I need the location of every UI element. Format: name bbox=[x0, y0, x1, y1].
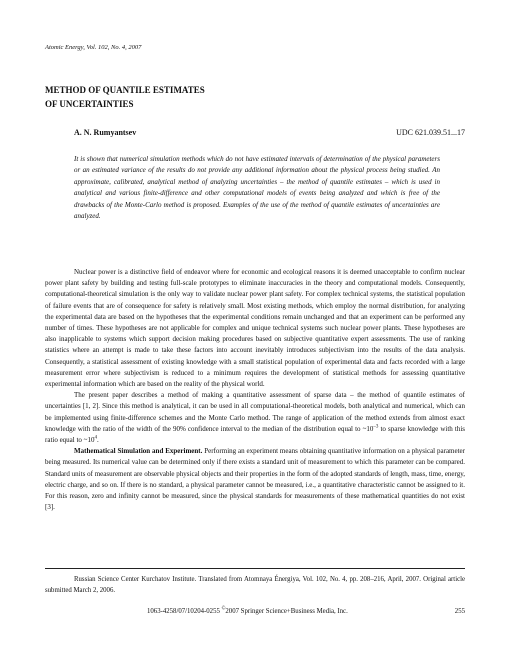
page-number: 255 bbox=[454, 608, 465, 615]
paragraph-3-text: Performing an experiment means obtaining quantitative information on a physical parameter being measured. Its numerical value can be determined only if there exists a standard unit of measurement to which this parameter can be compared. Standard units of measurement are observable physical objects and their properties in the form of the adopted standards of length, mass, time, energy, electric charge, and so on. If there is no standard, a physical parameter cannot be measured, i.e., a quantitative characteristic cannot be assigned to it. For this reason, zero and infinity cannot be measured, since the physical standards for measurements of these mathematical quantities do not exist [3]. bbox=[45, 447, 465, 512]
issn-text: 1063-4258/07/10204-0255 bbox=[147, 608, 222, 615]
abstract: It is shown that numerical simulation methods which do not have estimated intervals of determination of the physical parameters or an estimated variance of the results do not provide any additional information about the physical process being studied. An approximate, calibrated, analytical method of analyzing uncertainties – the method of quantile estimates – which is used in analytical and various finite-difference and other computational models of events being analyzed and which is free of the drawbacks of the Monte-Carlo method is proposed. Examples of the use of the method of quantile estimates of uncertainties are analyzed. bbox=[74, 155, 440, 221]
paragraph-2-text-a: The present paper describes a method of making a quantitative assessment of sparse data – the method of quantile estimates of uncertainties [1, 2]. Since this method is analytical, it can be used in all computational-theoretical models, both analytical and numerical, which can be implemented using finite-difference schemes and the Monte Carlo method. The range of application of the method extends from almost exact knowledge with the ratio of the width of the 90% confidence interval to the median of the distribution equal to ~10 bbox=[45, 391, 465, 433]
issn-copyright bbox=[147, 608, 348, 615]
paragraph-3 bbox=[45, 446, 465, 513]
copyright-symbol: © bbox=[221, 606, 226, 612]
journal-citation: Atomic Energy, Vol. 102, No. 4, 2007 bbox=[45, 44, 142, 51]
udc-code: UDC 621.039.51...17 bbox=[396, 128, 465, 137]
footnote-divider bbox=[45, 568, 465, 569]
footnote: Russian Science Center Kurchatov Institute. Translated from Atomnaya Énergiya, Vol. 102, No. 4, pp. 208–216, April, 2007. Original article submitted March 2, 2006. bbox=[45, 576, 465, 594]
body-text bbox=[45, 267, 465, 513]
paragraph-2-text-b: to sparse knowledge with this ratio equal to ~10 bbox=[45, 424, 465, 445]
copyright-text: 2007 Springer Science+Business Media, Inc. bbox=[225, 608, 348, 615]
article-title bbox=[45, 83, 205, 111]
title-line-2: OF UNCERTAINTIES bbox=[45, 99, 134, 109]
exponent-1: –3 bbox=[373, 424, 379, 430]
author-name: A. N. Rumyantsev bbox=[74, 128, 137, 137]
paragraph-2-text-c: . bbox=[96, 436, 99, 445]
paragraph-1: Nuclear power is a distinctive field of endeavor where for economic and ecological reasons it is deemed unacceptable to confirm nuclear power plant safety by building and testing full-scale prototypes to eliminate inaccuracies in the theory and computational models. Consequently, computational-theoretical simulation is the only way to validate nuclear power plant safety. For complex technical systems, the statistical population of failure events that are of consequence for safety is relatively small. Most existing methods, which employ the normal distribution, for analyzing the experimental data are based on the hypotheses that the experimental conditions remain unchanged and that an experiment can be performed any number of times. These hypotheses are not applicable for complex and unique technical systems such nuclear power plants. These hypotheses are also inapplicable to systems which support decision making procedures based on subjective quantitative expert assessments. The use of ranking statistics where an attempt is made to take these factors into account inevitably introduces subjectivism into the results of the data analysis. Consequently, a statistical assessment of existing knowledge with a small statistical population of experimental data and facts recorded with a large measurement error where subjectivism is reduced to a minimum requires the development of statistical methods for assessing quantitative experimental information which are based on the reality of the physical world. bbox=[45, 268, 465, 389]
section-heading: Mathematical Simulation and Experiment. bbox=[74, 447, 203, 456]
exponent-2: 4 bbox=[94, 435, 97, 441]
paragraph-2 bbox=[45, 390, 465, 446]
title-line-1: METHOD OF QUANTILE ESTIMATES bbox=[45, 85, 205, 95]
